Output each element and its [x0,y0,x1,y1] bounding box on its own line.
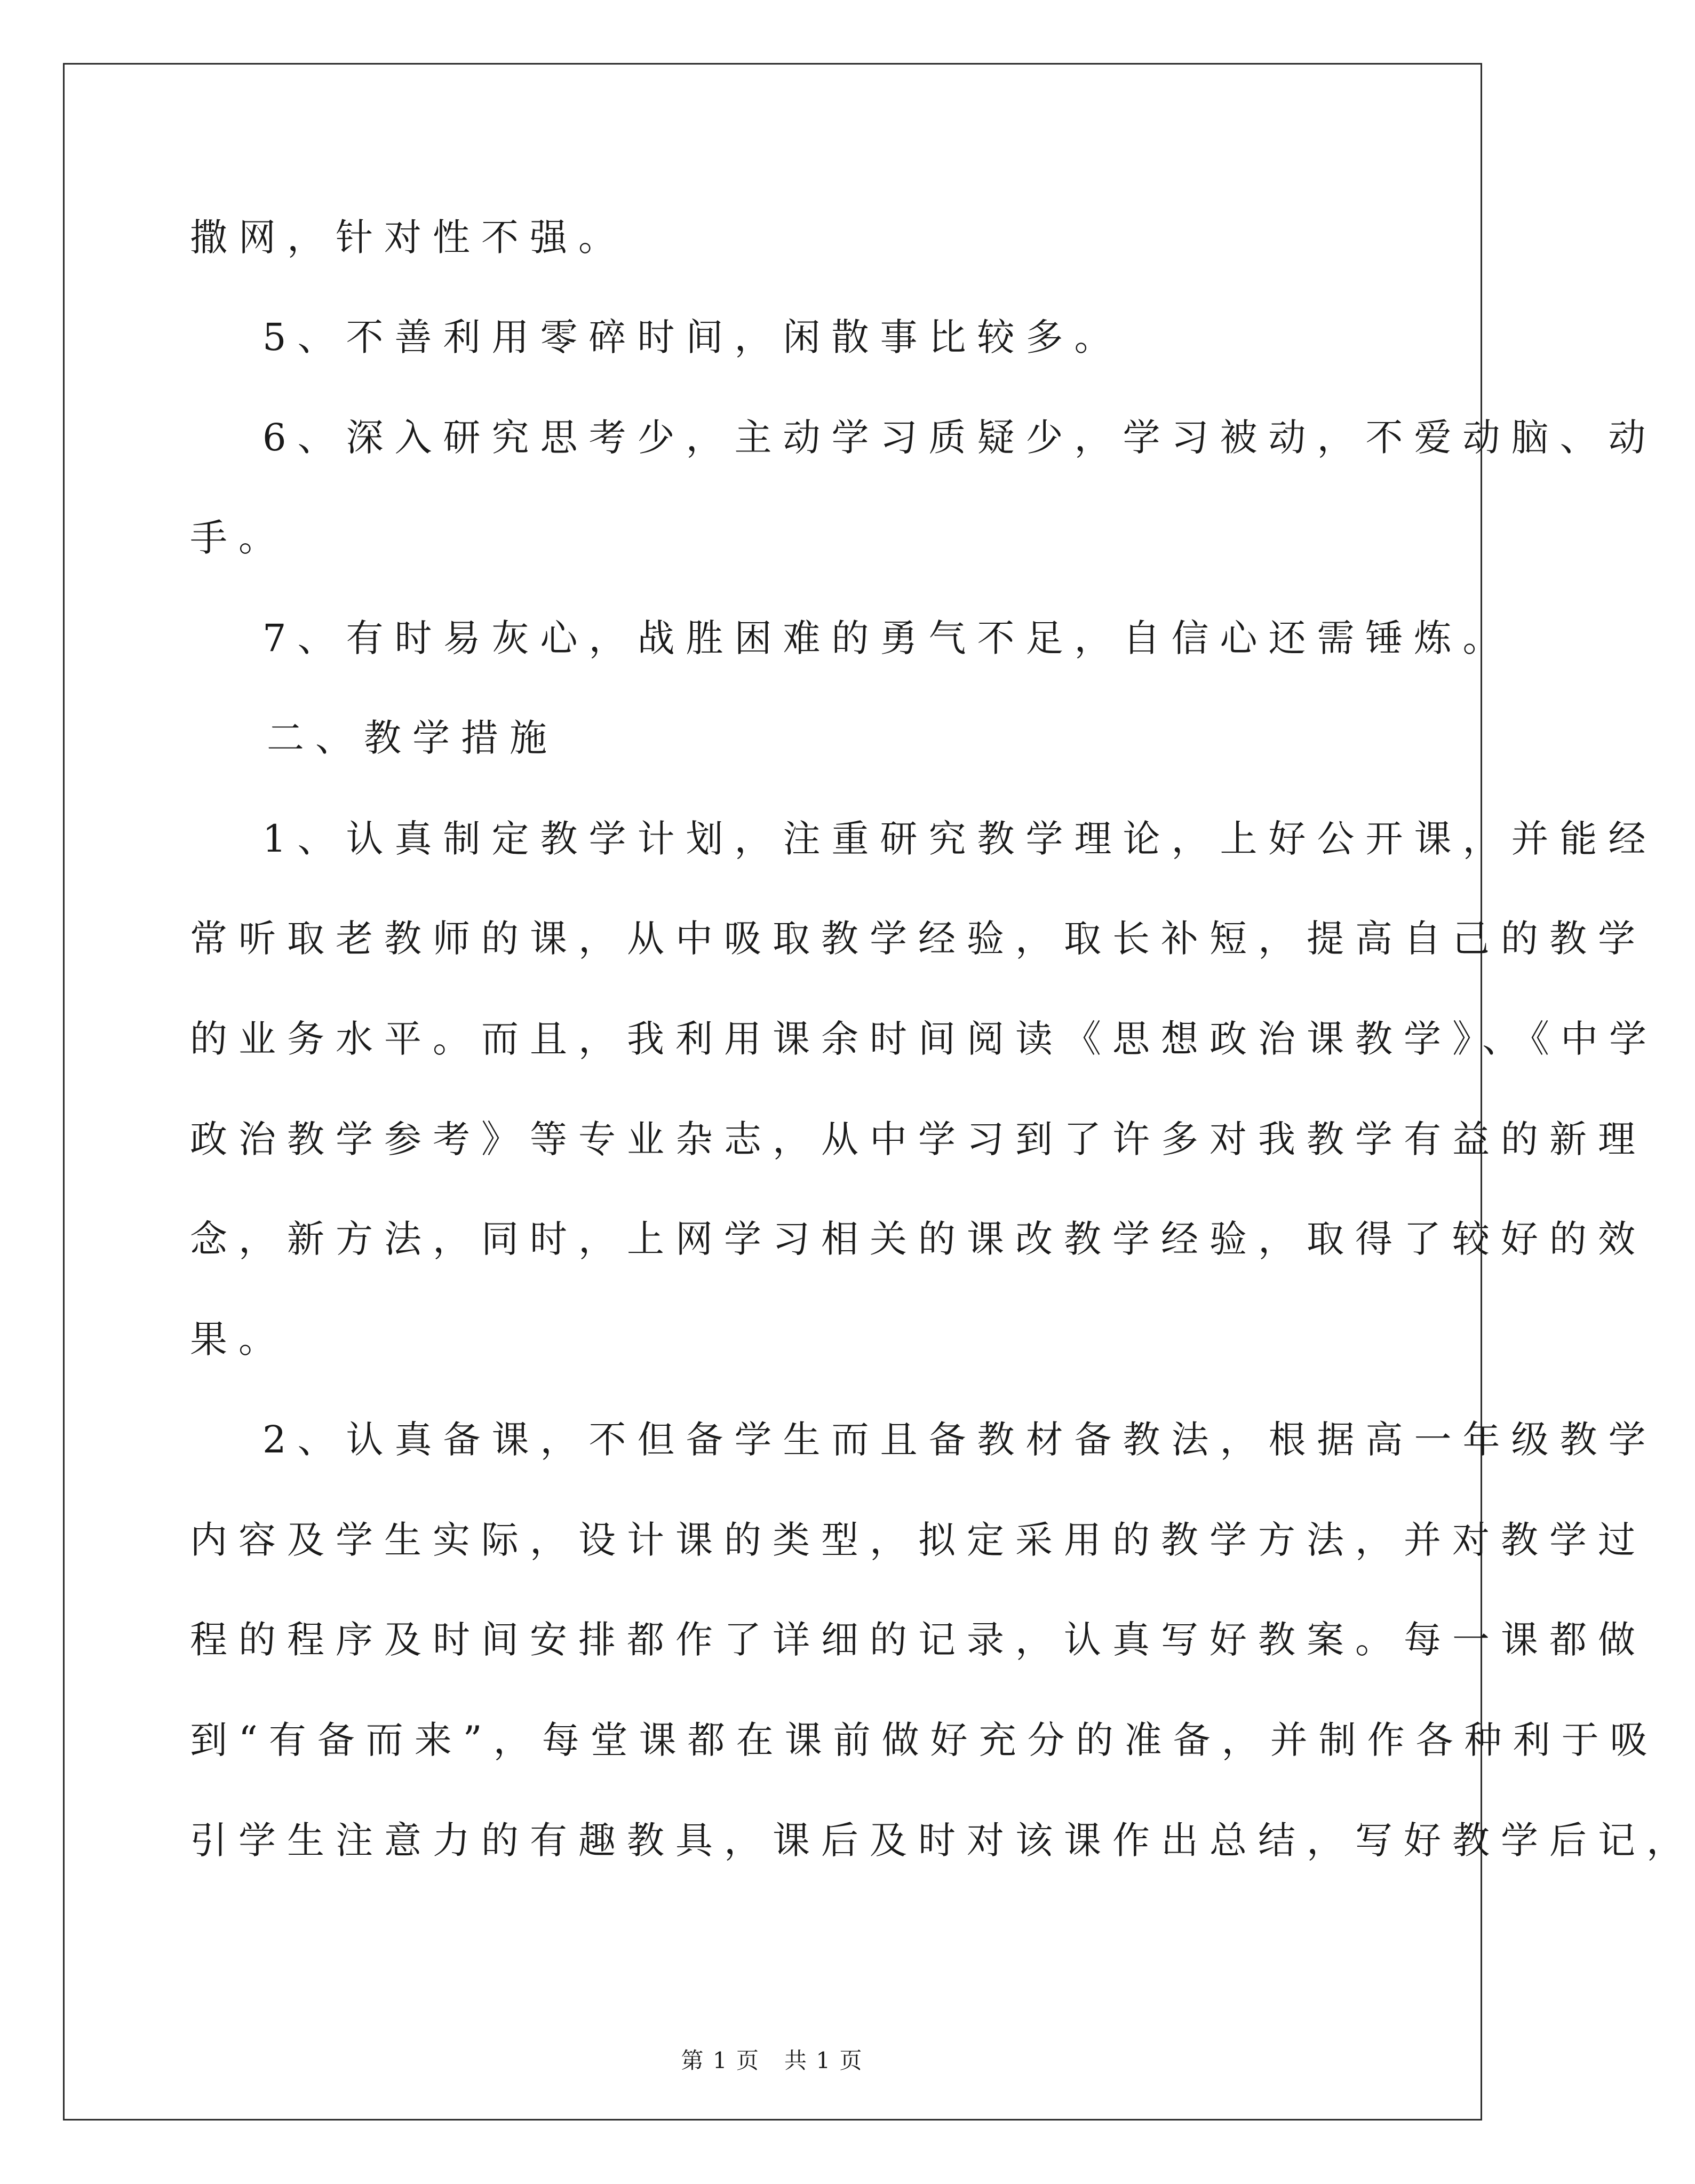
paragraph-line: 常听取老教师的课，从中吸取教学经验，取长补短，提高自己的教学 [190,917,1646,960]
paragraph-line: 程的程序及时间安排都作了详细的记录，认真写好教案。每一课都做 [190,1618,1646,1662]
paragraph-line: 内容及学生实际，设计课的类型，拟定采用的教学方法，并对教学过 [190,1518,1646,1562]
paragraph-line: 2、认真备课，不但备学生而且备教材备教法，根据高一年级教学 [262,1418,1657,1462]
paragraph-line: 6、深入研究思考少，主动学习质疑少，学习被动，不爱动脑、动 [262,416,1657,459]
paragraph-line: 7、有时易灰心，战胜困难的勇气不足，自信心还需锤炼。 [262,616,1511,660]
paragraph-line: 撒网，针对性不强。 [190,216,627,259]
paragraph-line: 果。 [190,1317,287,1361]
page-number-footer: 第 1 页 共 1 页 [681,2047,863,2074]
section-heading: 二、教学措施 [267,716,558,760]
paragraph-line: 政治教学参考》等专业杂志，从中学习到了许多对我教学有益的新理 [190,1117,1646,1161]
page-border [63,63,1482,2121]
paragraph-line: 的业务水平。而且，我利用课余时间阅读《思想政治课教学》、《中学 [190,1017,1658,1061]
paragraph-line: 1、认真制定教学计划，注重研究教学理论，上好公开课，并能经 [262,817,1657,861]
paragraph-line: 念，新方法，同时，上网学习相关的课改教学经验，取得了较好的效 [190,1217,1646,1261]
paragraph-line: 手。 [190,516,287,560]
paragraph-line: 5、不善利用零碎时间，闲散事比较多。 [262,315,1123,359]
paragraph-line: 引学生注意力的有趣教具，课后及时对该课作出总结，写好教学后记， [190,1818,1695,1862]
paragraph-line: 到“有备而来”，每堂课都在课前做好充分的准备，并制作各种利于吸 [190,1718,1659,1762]
